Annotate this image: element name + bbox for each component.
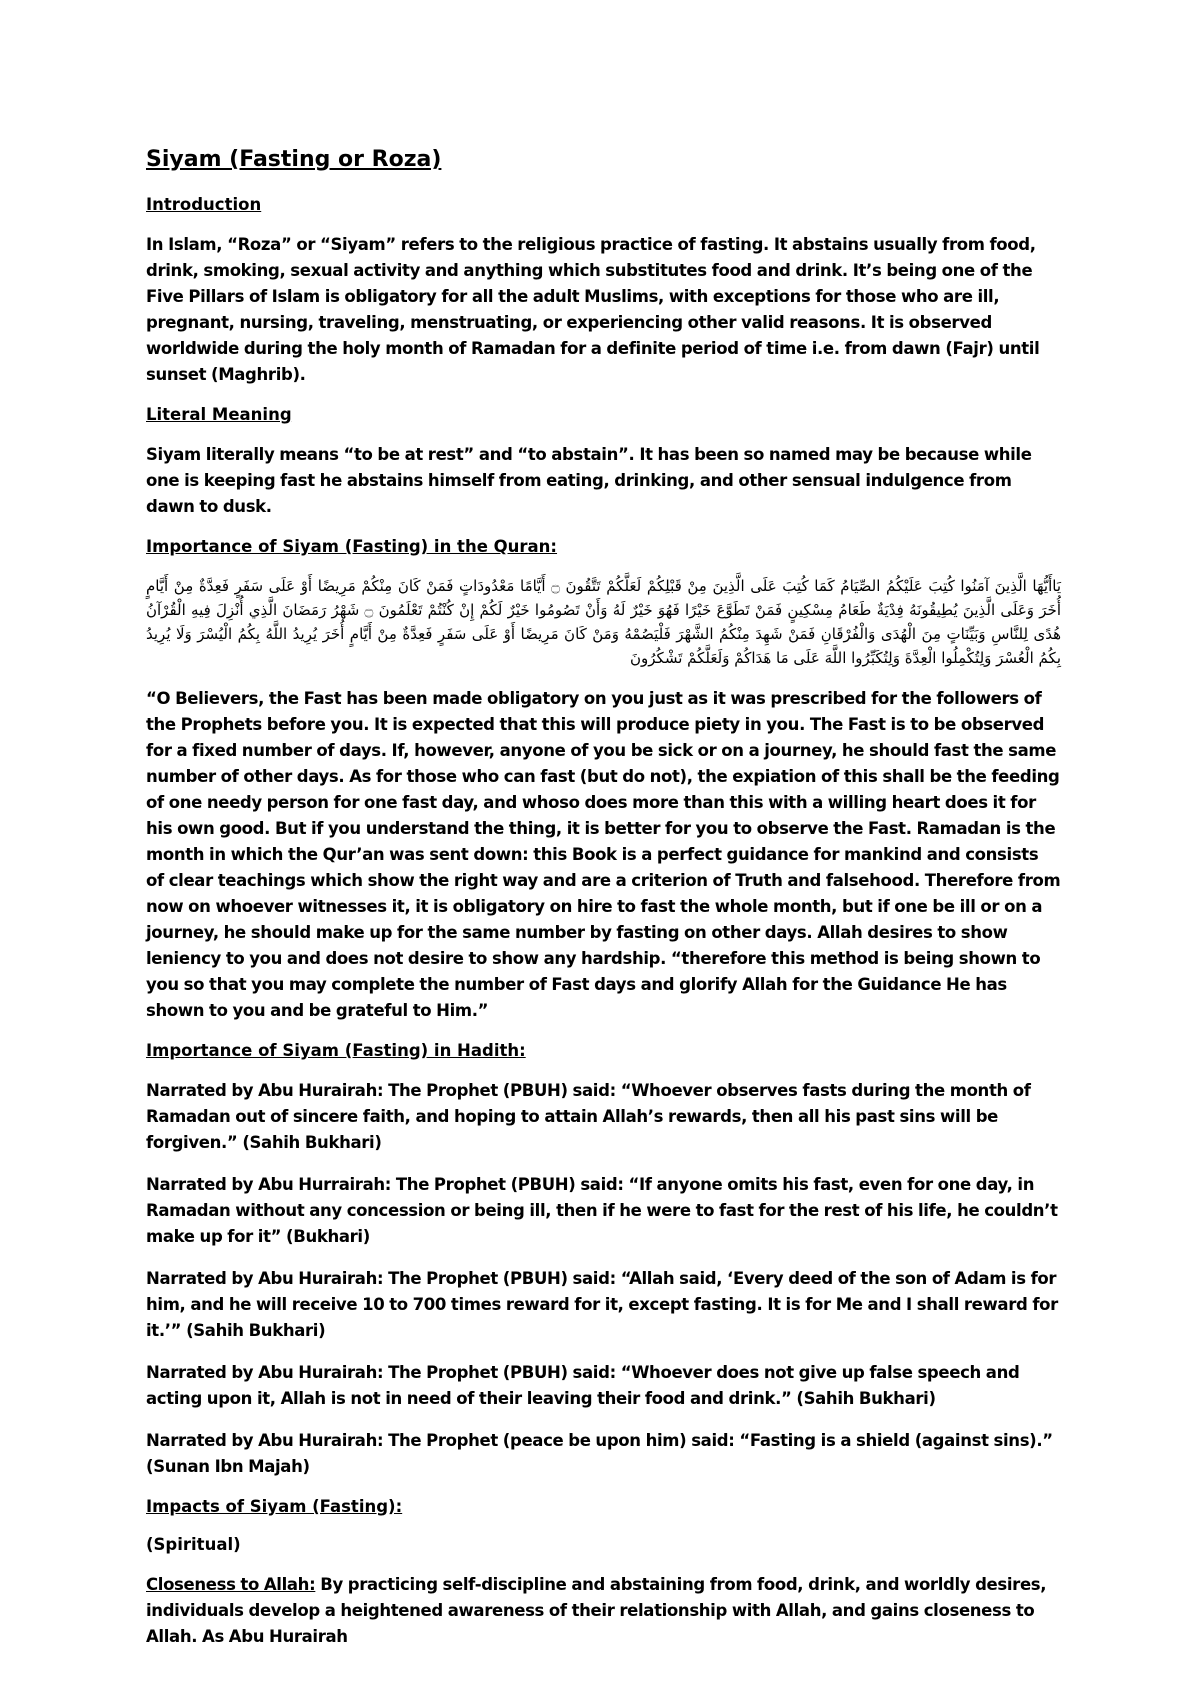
closeness-lead: Closeness to Allah: xyxy=(146,1575,316,1594)
spiritual-subheading: (Spiritual) xyxy=(146,1535,241,1554)
hadith-heading: Importance of Siyam (Fasting) in Hadith: xyxy=(146,1041,526,1060)
closeness-paragraph xyxy=(146,1572,1061,1650)
hadith-item: Narrated by Abu Hurairah: The Prophet (PBUH) said: “Whoever observes fasts during the month of Ramadan out of sincere faith, and hoping to attain Allah’s rewards, then all his past sins will be forgiven.” (Sahih Bukhari) xyxy=(146,1081,1031,1152)
quran-translation-paragraph: “O Believers, the Fast has been made obligatory on you just as it was prescribed for the followers of the Prophets before you. It is expected that this will produce piety in you. The Fast is to be observed for a fixed number of days. If, however, anyone of you be sick or on a journey, he should fast the same number of other days. As for those who can fast (but do not), the expiation of this shall be the feeding of one needy person for one fast day, and whoso does more than this with a willing heart does it for his own good. But if you understand the thing, it is better for you to observe the Fast. Ramadan is the month in which the Qur’an was sent down: this Book is a perfect guidance for mankind and consists of clear teachings which show the right way and are a criterion of Truth and falsehood. Therefore from now on whoever witnesses it, it is obligatory on hire to fast the whole month, but if one be ill or on a journey, he should make up for the same number by fasting on other days. Allah desires to show leniency to you and does not desire to show any hardship. “therefore this method is being shown to you so that you may complete the number of Fast days and glorify Allah for the Guidance He has shown to you and be grateful to Him.” xyxy=(146,689,1061,1020)
quran-arabic-verse: يَاأَيُّهَا الَّذِينَ آمَنُوا كُتِبَ عَلَيْكُمُ الصِّيَامُ كَمَا كُتِبَ عَلَى الَّذِينَ مِنْ قَبْلِكُمْ لَعَلَّكُمْ تَتَّقُونَ ۝ أَيَّامًا مَعْدُودَاتٍ فَمَنْ كَانَ مِنْكُمْ مَرِيضًا أَوْ عَلَى سَفَرٍ فَعِدَّةٌ مِنْ أَيَّامٍ أُخَرَ وَعَلَى الَّذِينَ يُطِيقُونَهُ فِدْيَةٌ طَعَامُ مِسْكِينٍ فَمَنْ تَطَوَّعَ خَيْرًا فَهُوَ خَيْرٌ لَهُ وَأَنْ تَصُومُوا خَيْرٌ لَكُمْ إِنْ كُنْتُمْ تَعْلَمُونَ ۝ شَهْرُ رَمَضَانَ الَّذِي أُنْزِلَ فِيهِ الْقُرْآنُ هُدًى لِلنَّاسِ وَبَيِّنَاتٍ مِنَ الْهُدَى وَالْفُرْقَانِ فَمَنْ شَهِدَ مِنْكُمُ الشَّهْرَ فَلْيَصُمْهُ وَمَنْ كَانَ مَرِيضًا أَوْ عَلَى سَفَرٍ فَعِدَّةٌ مِنْ أَيَّامٍ أُخَرَ يُرِيدُ اللَّهُ بِكُمُ الْيُسْرَ وَلَا يُرِيدُ بِكُمُ الْعُسْرَ وَلِتُكْمِلُوا الْعِدَّةَ وَلِتُكَبِّرُوا اللَّهَ عَلَى مَا هَدَاكُمْ وَلَعَلَّكُمْ تَشْكُرُونَ xyxy=(146,577,1061,667)
literal-meaning-paragraph: Siyam literally means “to be at rest” and “to abstain”. It has been so named may be because while one is keeping fast he abstains himself from eating, drinking, and other sensual indulgence from dawn to dusk. xyxy=(146,445,1032,516)
document-page xyxy=(146,146,1061,1666)
hadith-item: Narrated by Abu Hurairah: The Prophet (peace be upon him) said: “Fasting is a shield (against sins).” (Sunan Ibn Majah) xyxy=(146,1431,1053,1476)
closeness-text: By practicing self-discipline and abstaining from food, drink, and worldly desires, individuals develop a heightened awareness of their relationship with Allah, and gains closeness to Allah. As Abu Hurairah xyxy=(146,1575,1047,1646)
introduction-paragraph: In Islam, “Roza” or “Siyam” refers to the religious practice of fasting. It abstains usually from food, drink, smoking, sexual activity and anything which substitutes food and drink. It’s being one of the Five Pillars of Islam is obligatory for all the adult Muslims, with exceptions for those who are ill, pregnant, nursing, traveling, menstruating, or experiencing other valid reasons. It is observed worldwide during the holy month of Ramadan for a definite period of time i.e. from dawn (Fajr) until sunset (Maghrib). xyxy=(146,235,1040,384)
impacts-heading: Impacts of Siyam (Fasting): xyxy=(146,1497,403,1516)
hadith-item: Narrated by Abu Hurrairah: The Prophet (PBUH) said: “If anyone omits his fast, even for one day, in Ramadan without any concession or being ill, then if he were to fast for the rest of his life, he couldn’t make up for it” (Bukhari) xyxy=(146,1175,1058,1246)
document-title: Siyam (Fasting or Roza) xyxy=(146,147,442,172)
hadith-item: Narrated by Abu Hurairah: The Prophet (PBUH) said: “Whoever does not give up false speech and acting upon it, Allah is not in need of their leaving their food and drink.” (Sahih Bukhari) xyxy=(146,1363,1020,1408)
hadith-item: Narrated by Abu Hurairah: The Prophet (PBUH) said: “Allah said, ‘Every deed of the son of Adam is for him, and he will receive 10 to 700 times reward for it, except fasting. It is for Me and I shall reward for it.’” (Sahih Bukhari) xyxy=(146,1269,1058,1340)
introduction-heading: Introduction xyxy=(146,195,262,214)
quran-heading: Importance of Siyam (Fasting) in the Quran: xyxy=(146,537,558,556)
literal-meaning-heading: Literal Meaning xyxy=(146,405,292,424)
